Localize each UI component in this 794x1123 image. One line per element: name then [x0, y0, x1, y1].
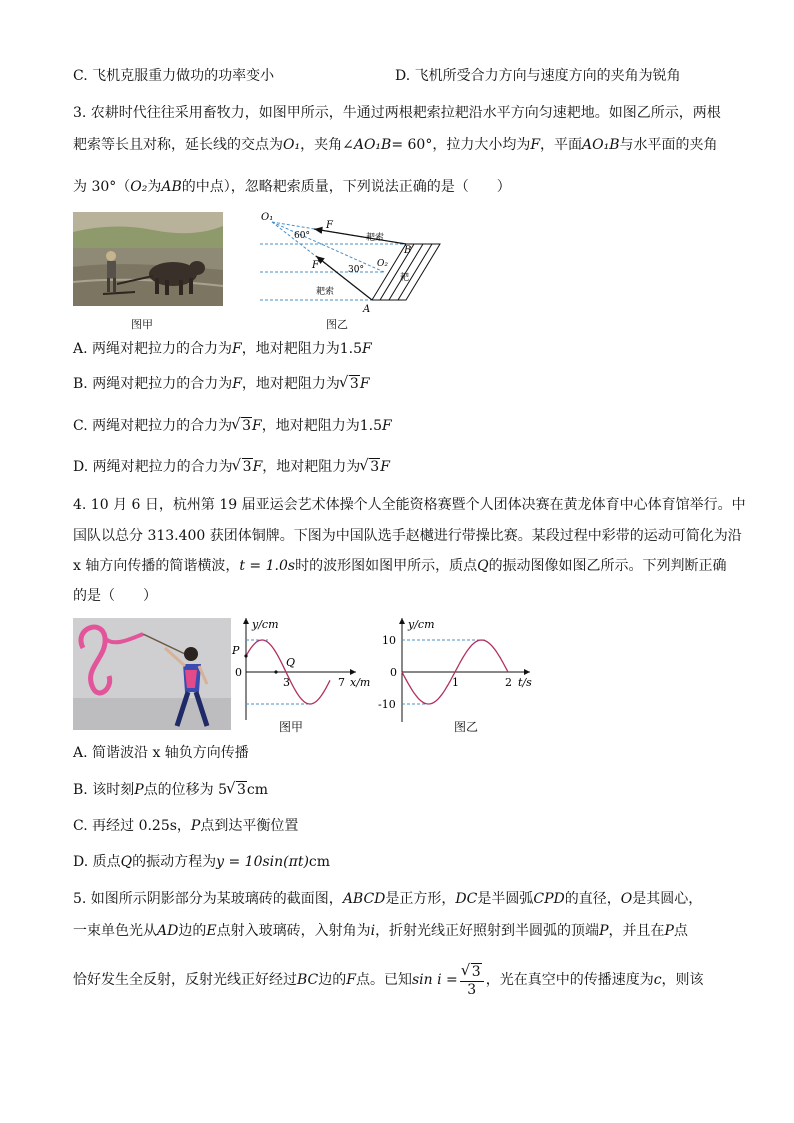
- q2-option-d: D. 飞机所受合力方向与速度方向的夹角为锐角: [395, 68, 681, 84]
- q2-option-c: C. 飞机克服重力做功的功率变小: [73, 68, 275, 84]
- q3-option-b: B. 两绳对耙拉力的合力为F，地对耙阻力为√ 3F: [73, 374, 723, 394]
- q4-option-d: D. 质点Q的振动方程为y = 10sin(πt)cm: [73, 854, 331, 870]
- graph-a-origin: 0: [235, 666, 242, 679]
- q3-option-a: A. 两绳对耙拉力的合力为F，地对耙阻力为1.5F: [73, 341, 372, 357]
- graph-b-ylabel: y/cm: [408, 618, 435, 631]
- graph-b-tick-1: 1: [452, 676, 459, 689]
- graph-a-ylabel: y/cm: [252, 618, 279, 631]
- q2-option-c-line: [73, 66, 723, 86]
- vibration-graph-b: [376, 612, 536, 734]
- q3-option-d: D. 两绳对耙拉力的合力为√ 3F，地对耙阻力为√ 3F: [73, 457, 723, 477]
- q3-stem-line-2: 耙索等长且对称，延长线的交点为O₁，夹角∠AO₁B= 60°，拉力大小均为F，平面AO₁B与水平面的夹角: [73, 137, 718, 153]
- label-f-bottom: F: [312, 260, 319, 271]
- q3-option-c: C. 两绳对耙拉力的合力为√ 3F，地对耙阻力为1.5F: [73, 416, 723, 436]
- label-b: B: [404, 245, 412, 256]
- graph-b-tick-neg10: -10: [378, 698, 396, 711]
- graph-a-tick-7: 7: [338, 676, 345, 689]
- graph-b-tick-10: 10: [382, 634, 396, 647]
- point-p: [244, 654, 247, 657]
- label-rope-top: 耙索: [366, 233, 385, 243]
- q3-stem-line-3: 为 30°（O₂为AB的中点），忽略耙索质量，下列说法正确的是（ ）: [73, 179, 511, 195]
- q3-stem-line-1: 3. 农耕时代往往采用畜牧力，如图甲所示，牛通过两根耙索拉耙沿水平方向匀速耙地。如图乙所示，两根: [73, 105, 721, 121]
- gymnast-photo: [73, 618, 231, 730]
- label-angle-30: 30°: [348, 265, 364, 275]
- graph-a-tick-3: 3: [283, 676, 290, 689]
- q5-stem-line-1: 5. 如图所示阴影部分为某玻璃砖的截面图，ABCD是正方形，DC是半圆弧CPD的直径，O是其圆心，: [73, 891, 703, 907]
- graph-a-xlabel: x/m: [350, 676, 371, 689]
- sin-i-fraction: √ $\frac{3}{3}$: [460, 963, 484, 998]
- graph-a-caption: 图甲: [279, 720, 304, 734]
- q4-stem-line-2: 国队以总分 313.400 获团体铜牌。下图为中国队选手赵樾进行带操比赛。某段过程中彩带的运动可简化为沿: [73, 528, 742, 544]
- ox-plowing-photo: [73, 212, 223, 306]
- label-harrow: 耙: [400, 273, 410, 283]
- graph-a-label-q: Q: [286, 656, 296, 669]
- fig-a-caption: 图甲: [131, 318, 153, 331]
- label-rope-bottom: 耙索: [316, 287, 335, 297]
- graph-b-xlabel: t/s: [518, 676, 532, 689]
- label-o2: O₂: [377, 259, 388, 269]
- q5-stem-line-2: 一束单色光从AD边的E点射入玻璃砖，入射角为i，折射光线正好照射到半圆弧的顶端P，并且在P点: [73, 923, 688, 939]
- q4-option-c: C. 再经过 0.25s，P点到达平衡位置: [73, 818, 299, 834]
- q5-stem-line-3: 恰好发生全反射，反射光线正好经过BC边的F点。已知sin i = √ $\frac{3}{3}$ ，光在真空中的传播速度为c，则该: [73, 958, 723, 1002]
- point-q: [274, 670, 277, 673]
- q4-stem-line-4: 的是（ ）: [73, 588, 157, 604]
- label-o1: O₁: [261, 212, 274, 223]
- q4-stem-line-3: x 轴方向传播的简谐横波，t = 1.0s时的波形图如图甲所示，质点Q的振动图像如图乙所示。下列判断正确: [73, 558, 727, 574]
- q4-option-b: B. 该时刻P点的位移为 5√ 3cm: [73, 780, 723, 800]
- rope-force-diagram: [256, 208, 446, 318]
- q4-stem-line-1: 4. 10 月 6 日，杭州第 19 届亚运会艺术体操个人全能资格赛暨个人团体决赛在黄龙体育中心体育馆举行。中: [73, 497, 746, 513]
- graph-b-origin: 0: [390, 666, 397, 679]
- label-a: A: [363, 304, 371, 315]
- q4-option-a: A. 简谐波沿 x 轴负方向传播: [73, 745, 249, 761]
- graph-b-caption: 图乙: [454, 720, 479, 734]
- wave-graph-a: [228, 612, 378, 734]
- label-angle-60: 60°: [294, 231, 310, 241]
- fig-b-caption: 图乙: [326, 318, 348, 331]
- graph-b-tick-2: 2: [505, 676, 512, 689]
- label-f-top: F: [326, 220, 333, 231]
- graph-a-label-p: P: [232, 644, 240, 657]
